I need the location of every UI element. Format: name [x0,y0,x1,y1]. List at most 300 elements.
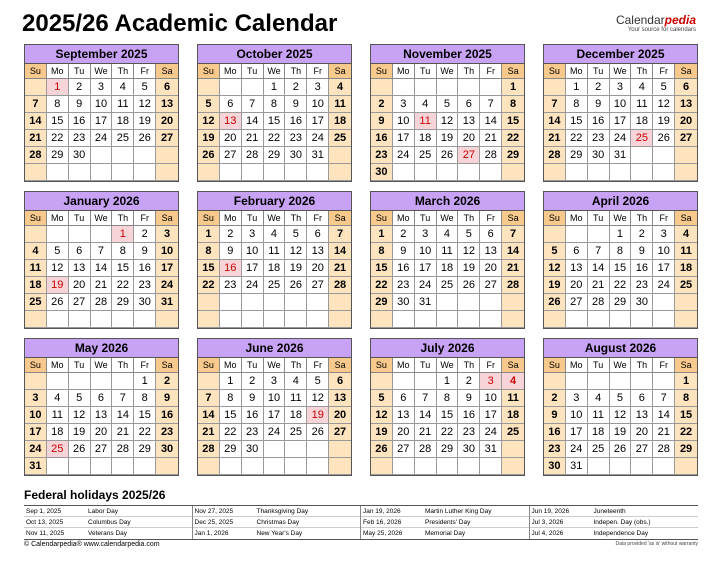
day-cell: 18 [329,113,351,130]
day-cell: 4 [437,226,459,243]
day-cell: 20 [69,277,91,294]
day-cell: 11 [329,96,351,113]
empty-cell [458,311,480,328]
day-cell: 22 [198,277,220,294]
day-cell: 2 [285,79,307,96]
day-cell: 19 [544,277,566,294]
day-cell: 3 [393,96,415,113]
empty-cell [242,311,264,328]
day-cell: 13 [393,407,415,424]
day-cell: 15 [47,113,69,130]
weekday-label: Tu [588,211,610,226]
weekday-label: Tu [415,64,437,79]
day-cell: 14 [653,407,675,424]
day-cell: 28 [91,294,113,311]
empty-cell [307,164,329,181]
weekday-label: Sa [156,211,178,226]
day-cell: 25 [502,424,524,441]
empty-cell [502,311,524,328]
day-cell: 13 [69,260,91,277]
day-cell: 15 [134,407,156,424]
empty-cell [285,441,307,458]
month-calendar [543,44,698,182]
day-cell: 11 [588,407,610,424]
empty-cell [544,164,566,181]
day-cell: 20 [566,277,588,294]
empty-cell [134,311,156,328]
holiday-row [24,517,192,528]
day-cell: 19 [653,113,675,130]
day-cell: 13 [631,407,653,424]
empty-cell [653,147,675,164]
day-cell: 9 [156,390,178,407]
empty-cell [653,373,675,390]
day-cell: 8 [112,243,134,260]
day-cell: 28 [502,277,524,294]
day-cell: 3 [566,390,588,407]
day-cell: 12 [544,260,566,277]
weekday-label: Sa [502,211,524,226]
month-calendar [370,191,525,329]
day-cell: 29 [47,147,69,164]
day-cell: 11 [675,243,697,260]
day-cell: 1 [47,79,69,96]
day-cell: 22 [134,424,156,441]
holiday-name: Independence Day [593,530,649,537]
weekday-label: Sa [502,358,524,373]
day-cell: 7 [329,226,351,243]
day-cell: 26 [371,441,393,458]
day-cell: 12 [69,407,91,424]
day-cell: 8 [437,390,459,407]
day-cell: 21 [415,424,437,441]
day-cell: 21 [198,424,220,441]
day-cell: 28 [544,147,566,164]
day-cell: 11 [631,96,653,113]
weekday-label: We [91,64,113,79]
day-cell: 19 [458,260,480,277]
day-cell: 31 [415,294,437,311]
day-cell: 9 [220,243,242,260]
empty-cell [458,294,480,311]
day-cell: 15 [566,113,588,130]
day-cell: 29 [264,147,286,164]
weekday-label: We [610,64,632,79]
weekday-label: Th [112,358,134,373]
empty-cell [156,311,178,328]
empty-cell [610,164,632,181]
day-cell: 19 [437,130,459,147]
empty-cell [307,458,329,475]
day-cell: 10 [653,243,675,260]
month-title: January 2026 [25,192,178,211]
weekday-label: We [610,358,632,373]
day-cell: 18 [415,130,437,147]
empty-cell [134,458,156,475]
day-cell: 6 [329,373,351,390]
weekday-label: We [610,211,632,226]
empty-cell [631,147,653,164]
empty-cell [91,311,113,328]
day-cell: 1 [610,226,632,243]
empty-cell [631,458,653,475]
day-cell: 2 [588,79,610,96]
empty-cell [437,79,459,96]
weekday-label: Mo [566,64,588,79]
empty-cell [458,79,480,96]
brand-name-accent: pedia [664,13,696,27]
empty-cell [610,458,632,475]
day-cell: 25 [588,441,610,458]
weekday-label: Fr [480,64,502,79]
day-cell: 3 [307,79,329,96]
weekday-label: Tu [588,358,610,373]
day-cell: 23 [220,277,242,294]
empty-cell [47,458,69,475]
day-cell: 5 [134,79,156,96]
empty-cell [371,79,393,96]
holiday-column [193,506,362,539]
day-cell: 26 [610,441,632,458]
day-cell: 1 [675,373,697,390]
day-cell: 30 [156,441,178,458]
month-calendar [24,44,179,182]
day-cell: 3 [610,79,632,96]
day-cell: 25 [264,277,286,294]
day-cell: 24 [566,441,588,458]
empty-cell [458,164,480,181]
day-cell: 5 [307,373,329,390]
empty-cell [156,458,178,475]
day-cell: 30 [371,164,393,181]
day-cell: 5 [69,390,91,407]
weekday-label: We [91,358,113,373]
day-cell: 20 [220,130,242,147]
day-cell: 10 [25,407,47,424]
empty-cell [69,164,91,181]
day-cell: 20 [91,424,113,441]
month-title: February 2026 [198,192,351,211]
day-cell: 16 [69,113,91,130]
day-cell: 23 [134,277,156,294]
day-cell: 30 [544,458,566,475]
day-cell: 20 [329,407,351,424]
day-cell: 19 [47,277,69,294]
weekday-label: We [91,211,113,226]
day-cell: 4 [631,79,653,96]
weekday-label: Th [112,64,134,79]
day-cell: 19 [198,130,220,147]
empty-cell [588,458,610,475]
empty-cell [69,373,91,390]
federal-holidays-table [24,505,698,540]
weekday-label: Tu [69,64,91,79]
day-cell: 5 [544,243,566,260]
day-cell: 19 [285,260,307,277]
day-cell: 27 [220,147,242,164]
day-cell: 26 [307,424,329,441]
day-cell: 8 [675,390,697,407]
day-cell: 31 [307,147,329,164]
day-cell: 11 [415,113,437,130]
day-cell: 7 [480,96,502,113]
day-cell: 19 [371,424,393,441]
weekday-label: Sa [156,64,178,79]
day-cell: 25 [415,147,437,164]
day-cell: 15 [675,407,697,424]
weekday-label: Fr [480,358,502,373]
empty-cell [264,311,286,328]
empty-cell [653,311,675,328]
day-cell: 30 [631,294,653,311]
day-cell: 5 [285,226,307,243]
day-cell: 23 [156,424,178,441]
day-cell: 15 [264,113,286,130]
day-cell: 7 [653,390,675,407]
day-cell: 10 [307,96,329,113]
day-cell: 4 [112,79,134,96]
day-cell: 4 [25,243,47,260]
day-cell: 18 [631,113,653,130]
day-cell: 10 [393,113,415,130]
day-cell: 6 [220,96,242,113]
empty-cell [198,311,220,328]
day-cell: 2 [69,79,91,96]
day-cell: 10 [91,96,113,113]
empty-cell [307,311,329,328]
day-cell: 28 [588,294,610,311]
day-cell: 14 [91,260,113,277]
day-cell: 9 [588,96,610,113]
day-cell: 10 [610,96,632,113]
day-cell: 13 [480,243,502,260]
empty-cell [47,373,69,390]
day-cell: 5 [458,226,480,243]
weekday-label: Tu [242,358,264,373]
day-cell: 11 [502,390,524,407]
empty-cell [69,226,91,243]
day-cell: 12 [198,113,220,130]
day-cell: 2 [156,373,178,390]
weekday-label: Su [25,211,47,226]
empty-cell [437,164,459,181]
empty-cell [544,311,566,328]
month-title: November 2025 [371,45,524,64]
empty-cell [198,373,220,390]
day-cell: 6 [566,243,588,260]
day-cell: 16 [544,424,566,441]
day-cell: 22 [566,130,588,147]
empty-cell [25,311,47,328]
day-cell: 9 [371,113,393,130]
holiday-name: Presidents' Day [425,519,471,526]
weekday-label: Mo [393,64,415,79]
day-cell: 27 [329,424,351,441]
weekday-label: Su [198,64,220,79]
weekday-label: Tu [242,64,264,79]
day-cell: 28 [25,147,47,164]
day-cell: 23 [69,130,91,147]
day-cell: 24 [610,130,632,147]
empty-cell [480,458,502,475]
day-cell: 19 [134,113,156,130]
holiday-row [530,506,699,517]
holiday-date: May 25, 2026 [363,530,403,537]
weekday-label: Fr [480,211,502,226]
empty-cell [91,373,113,390]
day-cell: 8 [264,96,286,113]
day-cell: 17 [156,260,178,277]
day-cell: 15 [502,113,524,130]
day-cell: 17 [415,260,437,277]
empty-cell [544,79,566,96]
empty-cell [69,311,91,328]
day-cell: 1 [220,373,242,390]
day-cell: 28 [653,441,675,458]
day-cell: 28 [198,441,220,458]
weekday-label: Su [371,64,393,79]
day-cell: 24 [264,424,286,441]
empty-cell [47,164,69,181]
day-cell: 8 [371,243,393,260]
month-title: October 2025 [198,45,351,64]
empty-cell [393,164,415,181]
empty-cell [307,441,329,458]
day-cell: 2 [393,226,415,243]
day-cell: 8 [47,96,69,113]
day-cell: 18 [675,260,697,277]
day-cell: 6 [91,390,113,407]
weekday-label: Th [285,64,307,79]
day-cell: 7 [198,390,220,407]
empty-cell [371,458,393,475]
day-cell: 1 [566,79,588,96]
day-cell: 29 [220,441,242,458]
day-cell: 2 [220,226,242,243]
holiday-column [361,506,530,539]
day-cell: 9 [285,96,307,113]
day-cell: 2 [458,373,480,390]
day-cell: 18 [112,113,134,130]
day-cell: 10 [480,390,502,407]
empty-cell [91,147,113,164]
weekday-label: Mo [47,64,69,79]
day-cell: 13 [675,96,697,113]
empty-cell [25,373,47,390]
empty-cell [544,226,566,243]
day-cell: 3 [653,226,675,243]
weekday-label: Tu [588,64,610,79]
weekday-label: Mo [47,211,69,226]
day-cell: 14 [415,407,437,424]
month-calendar [370,44,525,182]
day-cell: 20 [480,260,502,277]
empty-cell [458,458,480,475]
day-cell: 4 [264,226,286,243]
empty-cell [69,458,91,475]
day-cell: 24 [415,277,437,294]
empty-cell [502,164,524,181]
day-cell: 24 [156,277,178,294]
holiday-row [530,517,699,528]
day-cell: 25 [112,130,134,147]
empty-cell [502,294,524,311]
day-cell: 22 [220,424,242,441]
empty-cell [91,458,113,475]
day-cell: 7 [502,226,524,243]
day-cell: 28 [112,441,134,458]
day-cell: 17 [393,130,415,147]
day-cell: 27 [566,294,588,311]
day-cell: 18 [437,260,459,277]
holiday-date: Sep 1, 2025 [26,508,62,515]
day-cell: 1 [437,373,459,390]
weekday-label: Th [458,358,480,373]
day-cell: 30 [69,147,91,164]
day-cell: 29 [502,147,524,164]
day-cell: 9 [134,243,156,260]
empty-cell [415,458,437,475]
day-cell: 10 [566,407,588,424]
day-cell: 30 [134,294,156,311]
weekday-label: Mo [566,211,588,226]
day-cell: 10 [264,390,286,407]
empty-cell [25,79,47,96]
day-cell: 17 [242,260,264,277]
day-cell: 21 [480,130,502,147]
day-cell: 18 [502,407,524,424]
day-cell: 1 [502,79,524,96]
day-cell: 13 [329,390,351,407]
day-cell: 3 [156,226,178,243]
month-title: August 2026 [544,339,697,358]
day-cell: 26 [653,130,675,147]
day-cell: 2 [371,96,393,113]
brand-logo[interactable] [616,13,696,33]
empty-cell [588,164,610,181]
day-cell: 7 [544,96,566,113]
day-cell: 28 [329,277,351,294]
day-cell: 11 [437,243,459,260]
day-cell: 31 [480,441,502,458]
day-cell: 22 [47,130,69,147]
day-cell: 31 [25,458,47,475]
empty-cell [329,311,351,328]
empty-cell [112,373,134,390]
holiday-row [193,517,361,528]
holiday-date: Jan 1, 2026 [194,530,229,537]
month-calendar [543,191,698,329]
day-cell: 6 [69,243,91,260]
day-cell: 7 [415,390,437,407]
day-cell: 1 [198,226,220,243]
empty-cell [631,373,653,390]
holiday-date: Jun 19, 2026 [531,508,570,515]
day-cell: 30 [242,441,264,458]
empty-cell [91,164,113,181]
day-cell: 19 [610,424,632,441]
day-cell: 4 [329,79,351,96]
day-cell: 9 [544,407,566,424]
brand-name [616,13,696,27]
day-cell: 17 [653,260,675,277]
empty-cell [112,164,134,181]
empty-cell [307,294,329,311]
day-cell: 20 [675,113,697,130]
day-cell: 14 [112,407,134,424]
day-cell: 7 [112,390,134,407]
month-calendar [24,191,179,329]
